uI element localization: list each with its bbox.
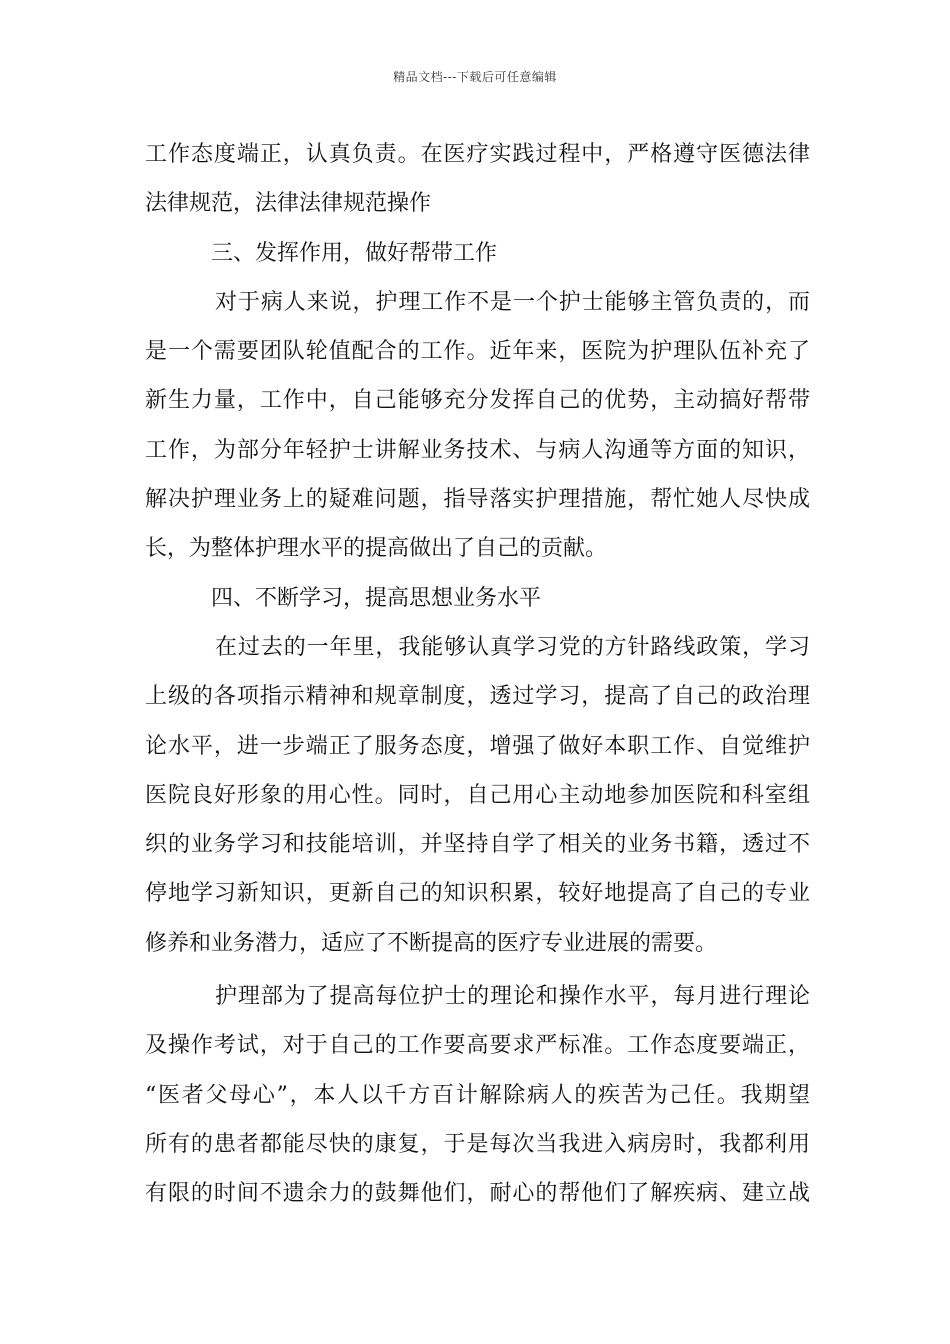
text-line: 新生力量，工作中，自己能够充分发挥自己的优势，主动搞好帮带 (145, 388, 810, 414)
text-line: 在过去的一年里，我能够认真学习党的方针路线政策，学习 (215, 634, 810, 660)
text-line: 上级的各项指示精神和规章制度，透过学习，提高了自己的政治理 (145, 684, 810, 710)
text-line: 对于病人来说，护理工作不是一个护士能够主管负责的，而 (215, 289, 810, 315)
text-line: 护理部为了提高每位护士的理论和操作水平，每月进行理论 (215, 984, 810, 1010)
text-line: 修养和业务潜力，适应了不断提高的医疗专业进展的需要。 (145, 930, 718, 956)
text-line: 有限的时间不遗余力的鼓舞他们，耐心的帮他们了解疾病、建立战 (145, 1181, 810, 1207)
text-line: 工作，为部分年轻护士讲解业务技术、与病人沟通等方面的知识， (145, 437, 810, 463)
text-line: 论水平，进一步端正了服务态度，增强了做好本职工作、自觉维护 (145, 733, 810, 759)
text-line: 是一个需要团队轮值配合的工作。近年来，医院为护理队伍补充了 (145, 339, 810, 365)
text-line: 解决护理业务上的疑难问题，指导落实护理措施，帮忙她人尽快成 (145, 487, 810, 513)
text-line: “医者父母心”，本人以千方百计解除病人的疾苦为己任。我期望 (145, 1082, 810, 1108)
text-line: 医院良好形象的用心性。同时，自己用心主动地参加医院和科室组 (145, 782, 810, 808)
document-body (145, 130, 810, 1219)
text-line: 长，为整体护理水平的提高做出了自己的贡献。 (145, 536, 608, 562)
section-heading: 三、发挥作用，做好帮带工作 (211, 240, 498, 266)
section-heading: 四、不断学习，提高思想业务水平 (211, 585, 542, 611)
text-line: 织的业务学习和技能培训，并坚持自学了相关的业务书籍，透过不 (145, 832, 810, 858)
page-header: 精品文档---下载后可任意编辑 (393, 70, 557, 84)
text-line: 停地学习新知识，更新自己的知识积累，较好地提高了自己的专业 (145, 881, 810, 907)
text-line: 及操作考试，对于自己的工作要高要求严标准。工作态度要端正， (145, 1033, 810, 1059)
text-line: 工作态度端正，认真负责。在医疗实践过程中，严格遵守医德法律 (145, 142, 810, 167)
text-line: 法律规范，法律法律规范操作 (145, 191, 432, 217)
text-line: 所有的患者都能尽快的康复，于是每次当我进入病房时，我都利用 (145, 1131, 810, 1157)
